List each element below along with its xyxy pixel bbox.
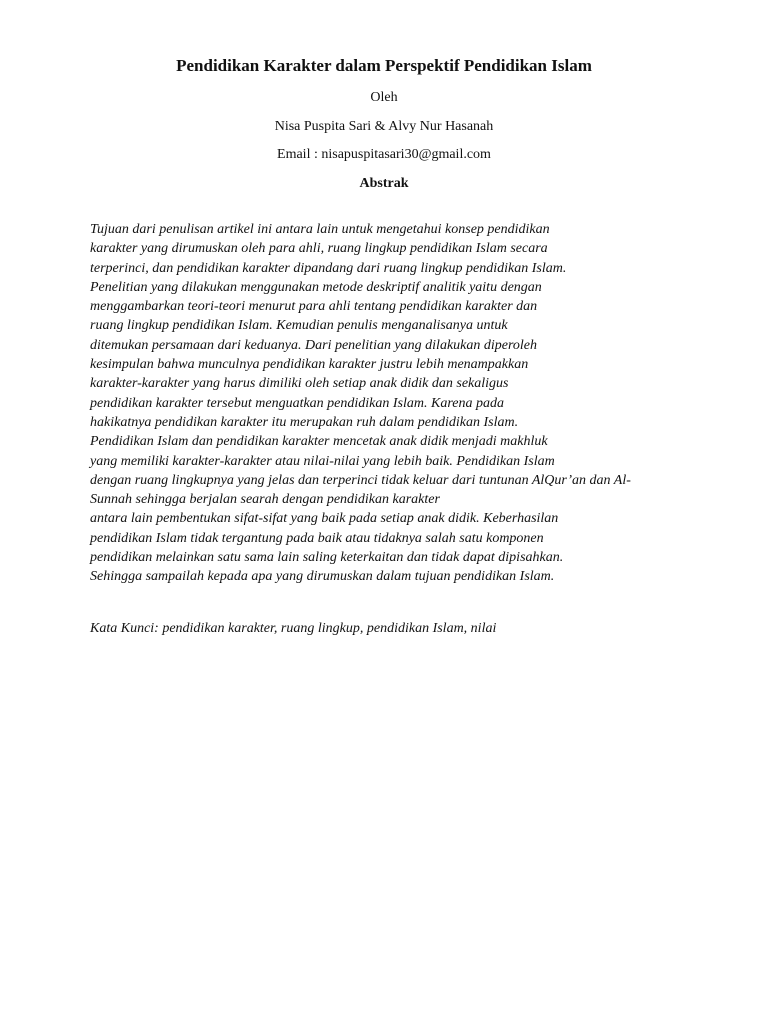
abstract-line: pendidikan karakter tersebut menguatkan pendidikan Islam. Karena pada <box>90 395 504 411</box>
abstract-heading: Abstrak <box>359 176 409 191</box>
abstract-line: yang memiliki karakter-karakter atau nilai-nilai yang lebih baik. Pendidikan Islam <box>90 453 555 469</box>
abstract-line: ditemukan persamaan dari keduanya. Dari penelitian yang dilakukan diperoleh <box>90 337 538 353</box>
abstract-line: dengan ruang lingkupnya yang jelas dan terperinci tidak keluar dari tuntunan AlQur’an dan Al- <box>90 472 631 488</box>
authors: Nisa Puspita Sari & Alvy Nur Hasanah <box>274 119 494 134</box>
abstract-line: karakter-karakter yang harus dimiliki oleh setiap anak didik dan sekaligus <box>90 376 509 392</box>
abstract-line: kesimpulan bahwa munculnya pendidikan karakter justru lebih menampakkan <box>90 357 529 373</box>
paper-title: Pendidikan Karakter dalam Perspektif Pendidikan Islam <box>176 56 592 75</box>
abstract-line: ruang lingkup pendidikan Islam. Kemudian penulis menganalisanya untuk <box>90 318 508 334</box>
abstract-line: Sunnah sehingga berjalan searah dengan pendidikan karakter <box>90 492 440 508</box>
abstract-line: terperinci, dan pendidikan karakter dipandang dari ruang lingkup pendidikan Islam. <box>90 260 567 276</box>
abstract-line: pendidikan Islam tidak tergantung pada baik atau tidaknya salah satu komponen <box>90 530 544 546</box>
abstract-line: Penelitian yang dilakukan menggunakan metode deskriptif analitik yaitu dengan <box>90 279 542 295</box>
abstract-line: karakter yang dirumuskan oleh para ahli, ruang lingkup pendidikan Islam secara <box>90 241 548 257</box>
abstract-line: Pendidikan Islam dan pendidikan karakter mencetak anak didik menjadi makhluk <box>90 434 548 450</box>
abstract-line: Tujuan dari penulisan artikel ini antara lain untuk mengetahui konsep pendidikan <box>90 222 550 237</box>
abstract-line: Sehingga sampailah kepada apa yang dirumuskan dalam tujuan pendidikan Islam. <box>90 569 555 585</box>
abstract-line: antara lain pembentukan sifat-sifat yang baik pada setiap anak didik. Keberhasilan <box>90 511 559 527</box>
abstract-line: menggambarkan teori-teori menurut para ahli tentang pendidikan karakter dan <box>90 299 538 315</box>
keywords: Kata Kunci: pendidikan karakter, ruang lingkup, pendidikan Islam, nilai <box>90 621 497 636</box>
abstract-line: hakikatnya pendidikan karakter itu merupakan ruh dalam pendidikan Islam. <box>90 414 519 430</box>
abstract-body <box>90 220 730 587</box>
author-email: Email : nisapuspitasari30@gmail.com <box>277 147 491 162</box>
byline: Oleh <box>370 90 398 105</box>
abstract-line: pendidikan melainkan satu sama lain saling keterkaitan dan tidak dapat dipisahkan. <box>90 550 564 566</box>
